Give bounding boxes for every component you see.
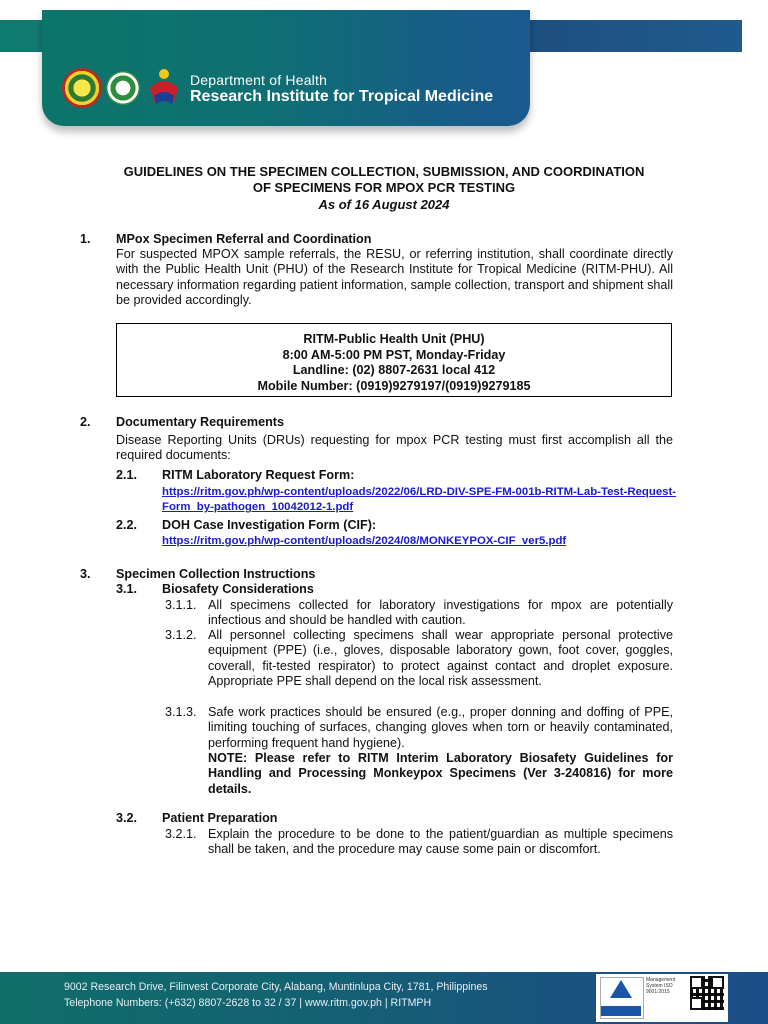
phu-box-line2: 8:00 AM-5:00 PM PST, Monday-Friday bbox=[282, 347, 506, 362]
header-department: Department of Health bbox=[190, 72, 328, 88]
iso-certification-text: Management System ISO 9001:2015 bbox=[646, 977, 676, 995]
cif-form-link[interactable]: https://ritm.gov.ph/wp-content/uploads/2024/08/MONKEYPOX-CIF_ver5.pdf bbox=[162, 535, 567, 547]
phu-box-line3: Landline: (02) 8807-2631 local 412 bbox=[292, 363, 496, 378]
lab-request-form-link[interactable]: https://ritm.gov.ph/wp-content/uploads/2022/06/LRD-DIV-SPE-FM-001b-RITM-Lab-Test-Request-Form_by-pathogen_10042012-1.pdf bbox=[162, 486, 677, 513]
header-accent-right bbox=[520, 20, 742, 52]
item-3-2-1-number: 3.2.1. bbox=[165, 827, 197, 841]
document-date: As of 16 August 2024 bbox=[318, 197, 450, 212]
item-3-2-1-text: Explain the procedure to be done to the patient/guardian as multiple specimens shall be taken, and the procedure may cause some pain or discomfort. bbox=[208, 827, 673, 857]
footer-address: 9002 Research Drive, Filinvest Corporate City, Alabang, Muntinlupa City, 1781, Philippines bbox=[64, 981, 488, 993]
tuv-triangle-icon bbox=[610, 980, 632, 998]
section-1-heading: MPox Specimen Referral and Coordination bbox=[116, 232, 372, 246]
phu-box-line4: Mobile Number: (0919)9279197/(0919)9279185 bbox=[257, 378, 531, 393]
section-3-number: 3. bbox=[80, 567, 91, 581]
section-1-number: 1. bbox=[80, 232, 91, 246]
item-3-1-2-number: 3.1.2. bbox=[165, 628, 197, 642]
item-2-2-heading: DOH Case Investigation Form (CIF): bbox=[162, 518, 377, 532]
doh-seal-logo bbox=[62, 68, 102, 108]
ritm-seal-logo bbox=[106, 71, 140, 105]
subsection-3-1-heading: Biosafety Considerations bbox=[162, 582, 314, 596]
phu-contact-box bbox=[116, 323, 672, 397]
tuv-bar-icon bbox=[601, 1006, 641, 1016]
item-3-1-3-number: 3.1.3. bbox=[165, 705, 197, 719]
section-1-body: For suspected MPOX sample referrals, the RESU, or referring institution, shall coordinate directly with the Public Health Unit (PHU) of the Research Institute for Tropical Medicine (RITM-PHU). All necessary information regarding patient information, sample collection, transport and shipment shall be provided accordingly. bbox=[116, 247, 673, 307]
header-institute: Research Institute for Tropical Medicine bbox=[190, 88, 494, 105]
document-title-line1: GUIDELINES ON THE SPECIMEN COLLECTION, SUBMISSION, AND COORDINATION bbox=[123, 164, 645, 179]
section-3-heading: Specimen Collection Instructions bbox=[116, 567, 316, 581]
bagong-pilipinas-logo bbox=[146, 66, 182, 106]
item-3-1-3-text: Safe work practices should be ensured (e.g., proper donning and doffing of PPE, limiting touching of surfaces, changing gloves when torn or heavily contaminated, performing frequent hand hygiene). bbox=[208, 705, 673, 750]
header-banner bbox=[42, 10, 530, 126]
subsection-3-2-number: 3.2. bbox=[116, 811, 138, 825]
document-title-line2: OF SPECIMENS FOR MPOX PCR TESTING bbox=[252, 180, 516, 195]
section-2-number: 2. bbox=[80, 415, 91, 429]
subsection-3-2-heading: Patient Preparation bbox=[162, 811, 278, 825]
qr-corner-icon bbox=[690, 997, 703, 1010]
qr-corner-icon bbox=[690, 976, 703, 989]
item-2-1-number: 2.1. bbox=[116, 468, 138, 482]
qr-corner-icon bbox=[711, 976, 724, 989]
phu-box-line1: RITM-Public Health Unit (PHU) bbox=[303, 332, 485, 346]
item-3-1-1-text: All specimens collected for laboratory investigations for mpox are potentially infectious and should be handled with caution. bbox=[208, 598, 673, 628]
item-2-2-number: 2.2. bbox=[116, 518, 138, 532]
item-3-1-1-number: 3.1.1. bbox=[165, 598, 197, 612]
section-2-heading: Documentary Requirements bbox=[116, 415, 284, 429]
section-2-body: Disease Reporting Units (DRUs) requesting for mpox PCR testing must first accomplish all the required documents: bbox=[116, 433, 673, 463]
subsection-3-1-number: 3.1. bbox=[116, 582, 138, 596]
biosafety-note: NOTE: Please refer to RITM Interim Laboratory Biosafety Guidelines for Handling and Processing Monkeypox Specimens (Ver 3-240816) for more details. bbox=[208, 751, 673, 796]
item-3-1-2-text: All personnel collecting specimens shall wear appropriate personal protective equipment (PPE) (i.e., gloves, disposable laboratory gown, foot cover, goggles, coverall, fit-tested respirator) to protect against contact and droplet exposure. Appropriate PPE shall depend on the local risk assessment. bbox=[208, 628, 673, 688]
item-2-1-heading: RITM Laboratory Request Form: bbox=[162, 468, 355, 482]
footer-contact: Telephone Numbers: (+632) 8807-2628 to 32 / 37 | www.ritm.gov.ph | RITMPH bbox=[64, 997, 432, 1009]
